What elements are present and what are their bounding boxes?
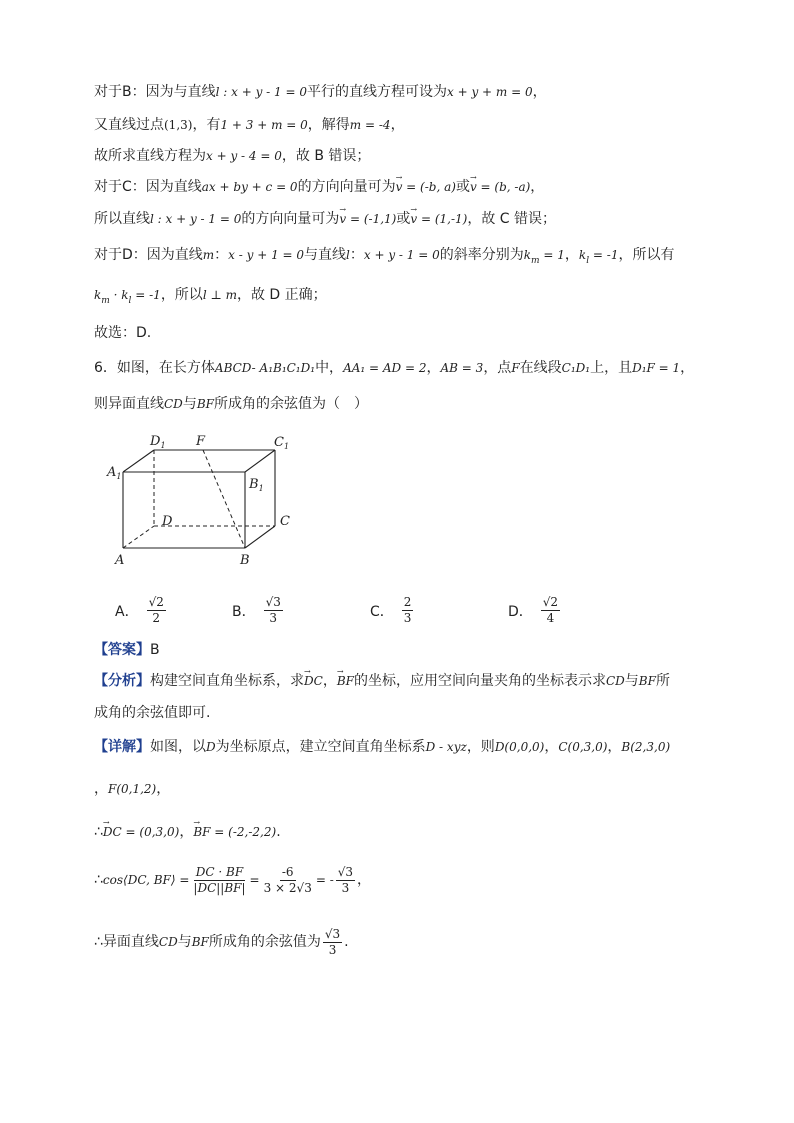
label-C: C <box>280 514 290 529</box>
frac-den: 2 <box>152 611 161 625</box>
math-sub: l <box>128 295 132 306</box>
text-line-d1 <box>94 245 674 271</box>
text: ∴ <box>94 872 103 888</box>
frac-den: 3 <box>341 880 350 895</box>
text: 上，且 <box>590 360 633 376</box>
math-eq: AA₁ = AD = 2 <box>343 361 427 375</box>
text: . <box>276 824 281 840</box>
text: ， <box>607 739 622 755</box>
math-var: CD <box>164 397 183 411</box>
text: ，故 B 错误； <box>281 148 371 164</box>
option-label: A． <box>115 603 139 620</box>
text: ， <box>357 872 372 888</box>
text: ，故 D 正确； <box>236 287 327 303</box>
math-seg: C₁D₁ <box>561 361 591 375</box>
math-eq: x + y - 4 = 0 <box>206 149 282 163</box>
label-D1: $D_1$ <box>150 434 166 450</box>
math-vector: → v = (-b, a) <box>396 177 456 197</box>
cuboid-figure <box>100 430 310 575</box>
detail-line3 <box>94 822 281 842</box>
fraction <box>262 865 314 896</box>
math-var: CD <box>158 935 178 949</box>
math-eq: ax + by + c = 0 <box>201 180 298 194</box>
math-eq: 1 + 3 + m = 0 <box>220 118 308 132</box>
math-vector: → v = (1,-1) <box>410 209 467 229</box>
math-var: k <box>523 248 532 262</box>
math-var: l <box>346 248 350 262</box>
option-b[interactable] <box>232 595 285 626</box>
math-eq: D - xyz <box>425 740 467 754</box>
math-point: C(0,3,0) <box>558 740 608 754</box>
text: ， <box>544 739 559 755</box>
text: 所 <box>655 673 670 689</box>
math-line-l: l : x + y - 1 = 0 <box>215 85 307 99</box>
label-C1: $C_1$ <box>274 435 290 451</box>
text-line-b3 <box>94 146 370 166</box>
option-label: D． <box>508 603 533 620</box>
text: 或 <box>396 211 411 227</box>
text: ∴异面直线 <box>94 934 159 950</box>
text: 则异面直线 <box>94 396 164 412</box>
text: ， <box>179 824 194 840</box>
option-value <box>402 595 414 626</box>
math-line-l: l : x + y - 1 = 0 <box>150 212 242 226</box>
text-line-c2 <box>94 209 556 229</box>
math-var: k <box>94 288 102 302</box>
math-var: k <box>578 248 587 262</box>
text: 对于C：因为直线 <box>94 179 202 195</box>
math-eq: = 1 <box>539 248 565 262</box>
text: 的坐标，应用空间向量夹角的坐标表示求 <box>353 673 606 689</box>
text: ， <box>390 117 405 133</box>
frac-num: 2 <box>403 595 412 609</box>
text: ， <box>530 179 545 195</box>
text: ， <box>680 360 695 376</box>
math-eq: AB = 3 <box>440 361 484 375</box>
text: ： <box>349 247 364 263</box>
text: 如图，以 <box>150 739 206 755</box>
math-vector: → DC <box>304 671 323 691</box>
option-d[interactable] <box>508 595 562 626</box>
math-var: BF <box>191 935 209 949</box>
option-value <box>541 595 560 626</box>
analysis-tag: 【分析】 <box>94 673 150 689</box>
label-D: D <box>162 514 173 529</box>
math-point: B(2,3,0) <box>621 740 671 754</box>
text: ，则 <box>466 739 495 755</box>
frac-num: √3 <box>324 926 341 941</box>
text-line-c1 <box>94 177 544 197</box>
label-B1: $B_1$ <box>249 477 264 493</box>
text-line-b2 <box>94 115 405 135</box>
math-sub: l <box>586 255 590 266</box>
math-box: ABCD- A₁B₁C₁D₁ <box>214 361 316 375</box>
text: ，故 C 错误； <box>467 211 557 227</box>
text: 与 <box>624 673 639 689</box>
fraction <box>336 865 355 896</box>
math-eq: x + y - 1 = 0 <box>363 248 440 262</box>
math-point: D(0,0,0) <box>494 740 545 754</box>
analysis-line2: 成角的余弦值即可. <box>94 705 211 721</box>
math-var: BF <box>196 397 214 411</box>
label-A: A <box>115 553 125 568</box>
detail-line5 <box>94 924 349 960</box>
answer-tag: 【答案】 <box>94 642 150 658</box>
option-c[interactable] <box>370 595 415 626</box>
frac-den: 3 <box>269 611 278 625</box>
text: 对于D：因为直线 <box>94 247 203 263</box>
option-label: C． <box>370 603 394 620</box>
label-A1: $A_1$ <box>107 465 122 481</box>
frac-den: |DC||BF| <box>193 880 246 895</box>
frac-num: √3 <box>265 595 281 609</box>
text: ，点 <box>483 360 512 376</box>
detail-line2 <box>94 779 170 799</box>
text: ， <box>156 781 171 797</box>
math-var: · k <box>109 288 129 302</box>
label-F: F <box>196 434 206 449</box>
math-eq: l ⊥ m <box>202 288 237 302</box>
text: 对于B：因为与直线 <box>94 84 216 100</box>
math-eq: = (0,3,0) <box>121 825 180 839</box>
text: . <box>344 934 349 950</box>
detail-line1 <box>94 737 670 757</box>
math-var: CD <box>605 674 625 688</box>
math-eq: D₁F = 1 <box>632 361 681 375</box>
text: 平行的直线方程可设为 <box>307 84 447 100</box>
text: 故所求直线方程为 <box>94 148 206 164</box>
frac-den: 3 <box>403 611 412 625</box>
text: ∴ <box>94 824 103 840</box>
detail-tag: 【详解】 <box>94 739 150 755</box>
math-var: F <box>511 361 520 375</box>
math-eq: = -1 <box>589 248 619 262</box>
question-6-line1 <box>94 358 694 378</box>
text-line-b1 <box>94 82 547 102</box>
math-sub: m <box>531 255 540 266</box>
text: ，解得 <box>307 117 350 133</box>
frac-den: 4 <box>546 611 555 625</box>
text: 的方向向量可为 <box>297 179 396 195</box>
segment-BF <box>203 450 245 548</box>
answer-value: B <box>150 642 160 658</box>
fraction <box>323 927 342 958</box>
question-6-line2 <box>94 394 368 414</box>
math-eq: x + y + m = 0 <box>447 85 533 99</box>
frac-num: -6 <box>281 864 294 879</box>
text: ， <box>426 360 441 376</box>
text: 为坐标原点，建立空间直角坐标系 <box>215 739 426 755</box>
text: ， <box>94 781 108 797</box>
math-point: F(0,1,2) <box>108 782 157 796</box>
math-eq: = -1 <box>131 288 161 302</box>
text: 的斜率分别为 <box>439 247 524 263</box>
math-eq: x - y + 1 = 0 <box>228 248 305 262</box>
math-vector: → BF <box>337 671 354 691</box>
text: 与 <box>182 396 197 412</box>
text: 构建空间直角坐标系，求 <box>150 673 304 689</box>
edge-A1-D1 <box>123 450 154 472</box>
text-line-d2 <box>94 285 327 311</box>
frac-num: √2 <box>148 595 164 609</box>
text: 的方向向量可为 <box>241 211 340 227</box>
edge-A-D <box>123 526 154 548</box>
frac-num: DC · BF <box>195 864 244 879</box>
option-label: B． <box>232 603 256 620</box>
math-sub: m <box>101 295 110 306</box>
text: 或 <box>455 179 470 195</box>
text: 所成角的余弦值为 <box>208 934 321 950</box>
fraction <box>191 865 247 896</box>
math-vector: → DC <box>103 822 122 842</box>
math-eq: = (-2,-2,2) <box>210 825 277 839</box>
text: ，所以有 <box>618 247 675 263</box>
math-var: m <box>202 248 215 262</box>
math-eq: = - <box>315 873 334 887</box>
edge-B-C <box>245 526 275 548</box>
option-value <box>147 595 166 626</box>
text: ，有 <box>192 117 221 133</box>
frac-num: √3 <box>337 864 354 879</box>
analysis-line1 <box>94 671 670 691</box>
math-vector: → v = (b, -a) <box>470 177 530 197</box>
text: 与直线 <box>304 247 347 263</box>
math-eq: cos⟨DC, BF⟩ = <box>102 873 190 887</box>
text: 与 <box>177 934 192 950</box>
math-vector: → v = (-1,1) <box>339 209 396 229</box>
math-eq: m = -4 <box>349 118 391 132</box>
math-vector: → BF <box>193 822 210 842</box>
math-var: D <box>206 740 216 754</box>
text: ， <box>564 247 579 263</box>
option-value <box>264 595 283 626</box>
text: 所以直线 <box>94 211 150 227</box>
option-a[interactable] <box>115 595 168 626</box>
text: ， <box>532 84 547 100</box>
math-point: (1,3) <box>164 118 193 132</box>
text: 又直线过点 <box>94 117 164 133</box>
frac-den: 3 <box>328 942 337 957</box>
detail-line4 <box>94 862 371 898</box>
text: ： <box>214 247 229 263</box>
answer-line <box>94 640 160 660</box>
text: 所成角的余弦值为（ ） <box>213 396 368 412</box>
text: ，所以 <box>160 287 203 303</box>
math-var: BF <box>638 674 656 688</box>
frac-num: √2 <box>542 595 559 609</box>
math-eq: = <box>249 873 260 887</box>
text: 6．如图，在长方体 <box>94 360 215 376</box>
text: 在线段 <box>519 360 562 376</box>
text: 中， <box>315 360 344 376</box>
edge-C1-B1 <box>245 450 275 472</box>
label-B: B <box>240 553 250 568</box>
frac-den: 3 × 2√3 <box>263 880 312 895</box>
text: ， <box>322 673 337 689</box>
text-line-select: 故选：D. <box>94 325 152 341</box>
